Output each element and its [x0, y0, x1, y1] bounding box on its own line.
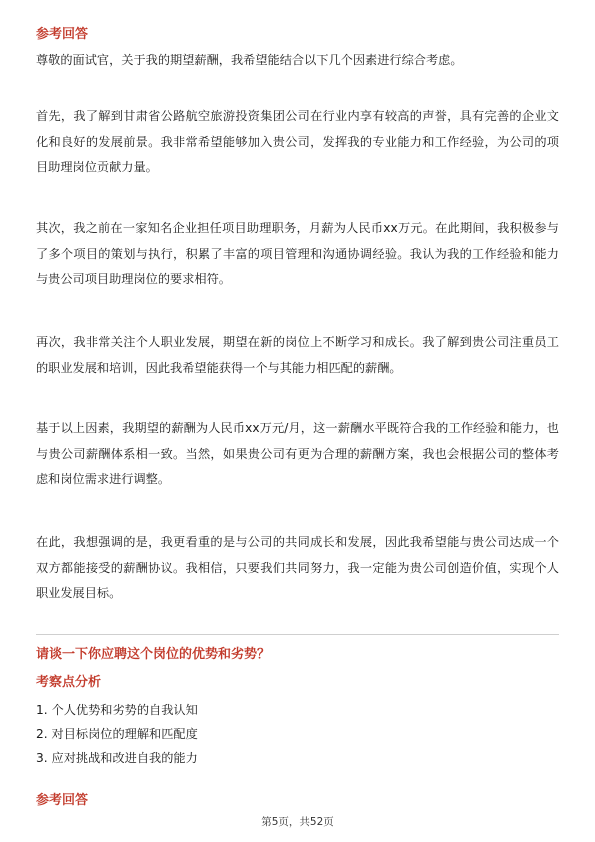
paragraph-second: 其次，我之前在一家知名企业担任项目助理职务，月薪为人民币xx万元。在此期间，我积极参与了多个项目的策划与执行，积累了丰富的项目管理和沟通协调经验。我认为我的工作经验和能力与贵公司项目助理岗位的要求相符。 — [36, 221, 559, 287]
analysis-heading: 考察点分析 — [36, 675, 102, 690]
paragraph-intro: 尊敬的面试官，关于我的期望薪酬，我希望能结合以下几个因素进行综合考虑。 — [36, 53, 463, 67]
paragraph-fourth: 基于以上因素，我期望的薪酬为人民币xx万元/月，这一薪酬水平既符合我的工作经验和能力，也与贵公司薪酬体系相一致。当然，如果贵公司有更为合理的薪酬方案，我也会根据公司的整体考虑和岗位需求进行调整。 — [36, 421, 559, 487]
list-item: 2. 对目标岗位的理解和匹配度 — [36, 727, 198, 741]
document-page — [36, 0, 559, 842]
section-divider — [36, 634, 559, 635]
list-item: 3. 应对挑战和改进自我的能力 — [36, 751, 198, 765]
paragraph-first: 首先，我了解到甘肃省公路航空旅游投资集团公司在行业内享有较高的声誉，具有完善的企业文化和良好的发展前景。我非常希望能够加入贵公司，发挥我的专业能力和工作经验，为公司的项目助理岗位贡献力量。 — [36, 109, 559, 175]
reference-answer-heading: 参考回答 — [36, 27, 89, 42]
reference-answer-heading-bottom: 参考回答 — [36, 793, 89, 808]
analysis-list — [36, 698, 198, 770]
paragraph-fifth: 在此，我想强调的是，我更看重的是与公司的共同成长和发展，因此我希望能与贵公司达成一个双方都能接受的薪酬协议。我相信，只要我们共同努力，我一定能为贵公司创造价值，实现个人职业发展目标。 — [36, 535, 559, 601]
page-footer: 第5页，共52页 — [261, 816, 334, 828]
question-heading: 请谈一下你应聘这个岗位的优势和劣势？ — [36, 647, 271, 662]
list-item: 1. 个人优势和劣势的自我认知 — [36, 703, 198, 717]
paragraph-third: 再次，我非常关注个人职业发展，期望在新的岗位上不断学习和成长。我了解到贵公司注重员工的职业发展和培训，因此我希望能获得一个与其能力相匹配的薪酬。 — [36, 335, 559, 375]
